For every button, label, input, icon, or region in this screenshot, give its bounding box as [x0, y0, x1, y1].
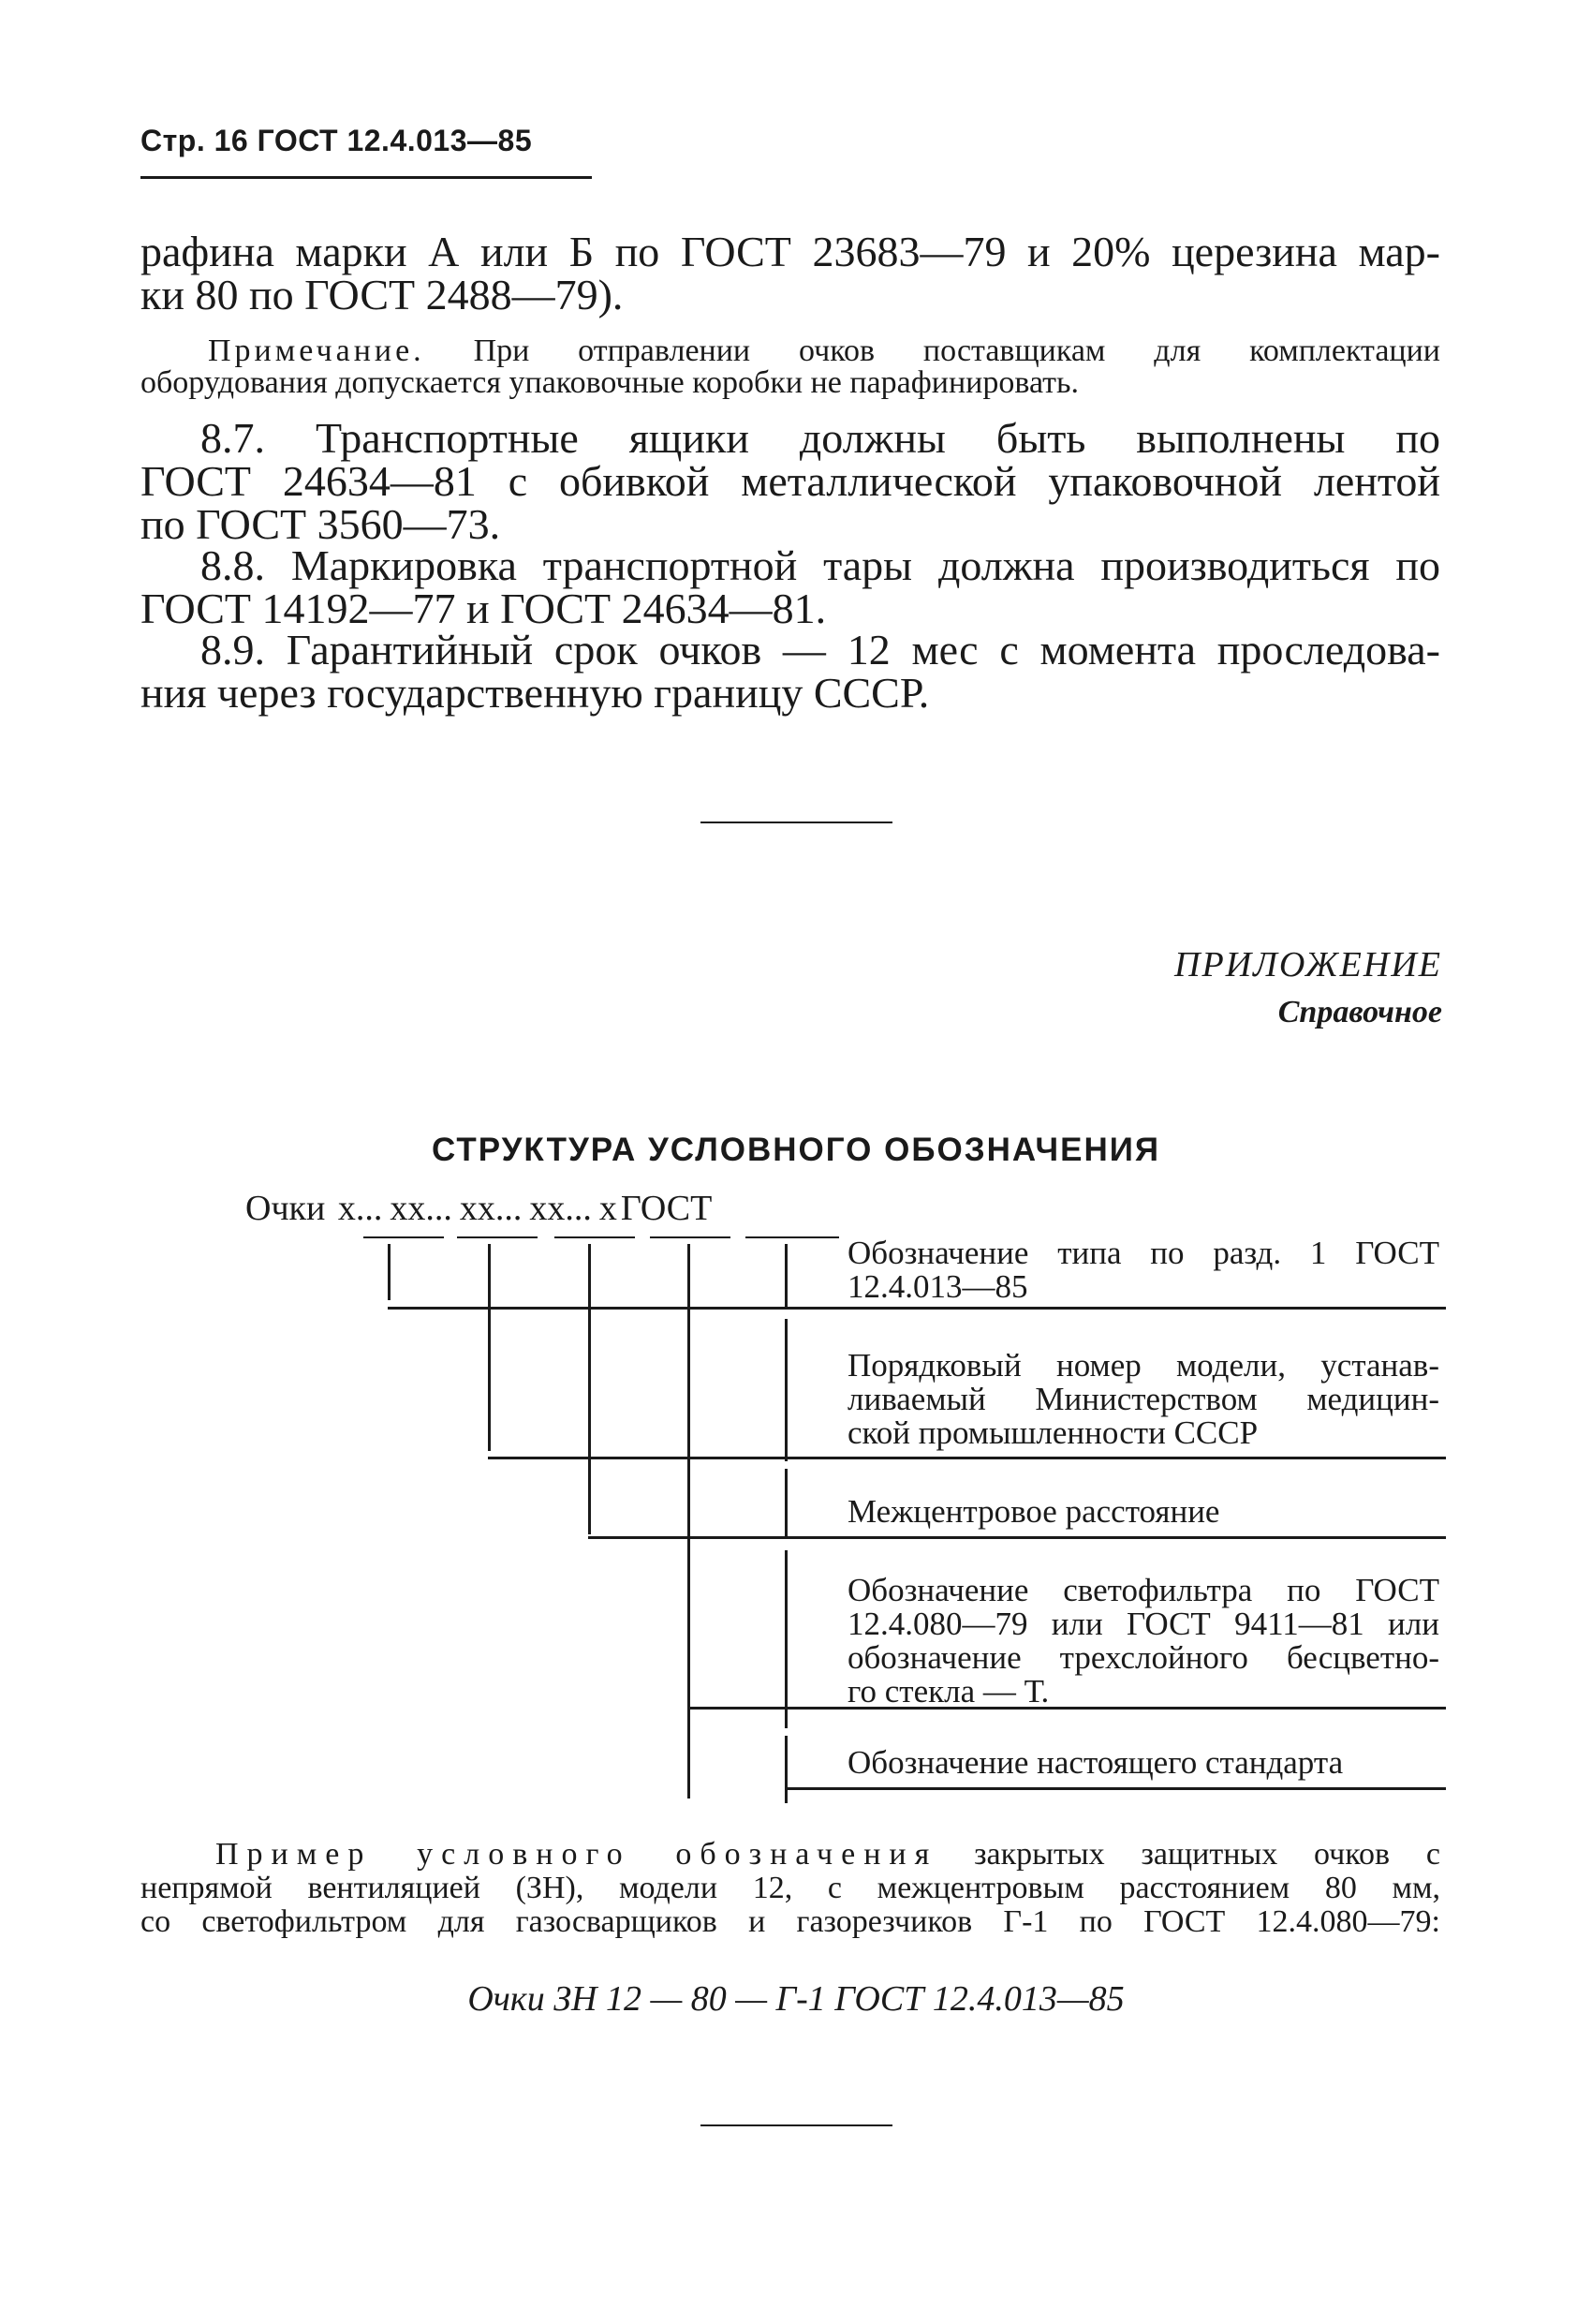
- template-prefix: Очки: [245, 1189, 326, 1228]
- appendix-subtitle: Справочное: [1277, 995, 1442, 1029]
- connector-5b: [785, 1319, 788, 1461]
- diagram-item-standard: [848, 1746, 1439, 1780]
- designation-template: [245, 1188, 712, 1229]
- page-header: Стр. 16 ГОСТ 12.4.013—85: [140, 124, 533, 157]
- example-line-1: закрытых защитных очков с: [974, 1837, 1441, 1872]
- section-8-9: [140, 626, 1440, 717]
- example-formula: Очки ЗН 12 — 80 — Г-1 ГОСТ 12.4.013—85: [467, 1979, 1125, 2019]
- rule-3: [588, 1536, 1446, 1539]
- bottom-separator: [700, 2124, 892, 2126]
- diagram-item-model: [848, 1349, 1439, 1450]
- rule-5: [785, 1787, 1446, 1790]
- connector-5d: [785, 1550, 788, 1728]
- connector-5e: [785, 1736, 788, 1803]
- example-label: Пример условного обозначения: [215, 1837, 938, 1872]
- section-8-7: [140, 414, 1440, 548]
- note-label: Примечание.: [208, 333, 425, 368]
- continuation-line-2: ки 80 по ГОСТ 2488—79).: [140, 271, 624, 318]
- section-8-9-line-2: ния через государственную границу СССР.: [140, 669, 930, 717]
- note-block: [140, 335, 1440, 399]
- connector-3a: [588, 1244, 591, 1534]
- example-line-2: непрямой вентиляцией (ЗН), модели 12, с межцентровым расстоянием 80 мм,: [140, 1871, 1440, 1905]
- item-filter-line-4: го стекла — Т.: [848, 1673, 1050, 1710]
- example-paragraph: [140, 1838, 1440, 1939]
- diagram-item-filter: [848, 1574, 1439, 1709]
- example-line-3: со светофильтром для газосварщиков и газорезчиков Г-1 по ГОСТ 12.4.080—79:: [140, 1904, 1440, 1939]
- section-8-8: [140, 541, 1440, 632]
- template-placeholder-type: x...: [337, 1189, 383, 1228]
- item-standard-line-1: Обозначение настоящего стандарта: [848, 1744, 1344, 1781]
- underline-3: [554, 1236, 635, 1238]
- section-separator: [700, 822, 892, 823]
- section-8-7-line-3: по ГОСТ 3560—73.: [140, 500, 501, 548]
- diagram-item-distance: [848, 1495, 1439, 1529]
- connector-2a: [488, 1244, 491, 1451]
- rule-1: [388, 1307, 1446, 1310]
- item-filter-line-1: Обозначение светофильтра по ГОСТ: [848, 1572, 1439, 1608]
- connector-4a: [687, 1244, 690, 1799]
- template-placeholder-last: x: [598, 1189, 617, 1228]
- section-8-8-line-1: 8.8. Маркировка транспортной тары должна производиться по: [200, 541, 1440, 589]
- item-filter-line-3: обозначение трехслойного бесцветно-: [848, 1639, 1439, 1676]
- structure-title: СТРУКТУРА УСЛОВНОГО ОБОЗНАЧЕНИЯ: [431, 1132, 1161, 1168]
- continuation-paragraph: [140, 230, 1440, 317]
- connector-5a: [785, 1244, 788, 1307]
- underline-4: [650, 1236, 730, 1238]
- template-placeholder-model: xx...: [390, 1189, 452, 1228]
- item-type-line-2: 12.4.013—85: [848, 1268, 1028, 1305]
- template-placeholder-filter: xx...: [529, 1189, 592, 1228]
- underline-1: [363, 1236, 444, 1238]
- item-filter-line-2: 12.4.080—79 или ГОСТ 9411—81 или: [848, 1606, 1439, 1642]
- template-placeholder-distance: xx...: [459, 1189, 523, 1228]
- item-model-line-1: Порядковый номер модели, устанав-: [848, 1347, 1439, 1384]
- connector-5c: [785, 1469, 788, 1539]
- diagram-item-type: [848, 1236, 1439, 1304]
- underline-5: [745, 1236, 839, 1238]
- header-rule: [140, 176, 592, 179]
- template-suffix: ГОСТ: [620, 1189, 713, 1228]
- item-distance-line-1: Межцентровое расстояние: [848, 1493, 1220, 1530]
- section-8-7-line-2: ГОСТ 24634—81 с обивкой металлической упаковочной лентой: [140, 457, 1440, 505]
- note-line-1: При отправлении очков поставщикам для комплектации: [473, 333, 1441, 368]
- item-model-line-3: ской промышленности СССР: [848, 1414, 1259, 1451]
- underline-2: [457, 1236, 538, 1238]
- rule-2: [488, 1457, 1446, 1459]
- appendix-title: ПРИЛОЖЕНИЕ: [1174, 945, 1442, 984]
- item-model-line-2: ливаемый Министерством медицин-: [848, 1381, 1439, 1417]
- section-8-7-line-1: 8.7. Транспортные ящики должны быть выполнены по: [200, 414, 1440, 462]
- continuation-line-1: рафина марки А или Б по ГОСТ 23683—79 и 20% церезина мар-: [140, 228, 1440, 275]
- section-8-9-line-1: 8.9. Гарантийный срок очков — 12 мес с момента проследова-: [200, 626, 1440, 674]
- item-type-line-1: Обозначение типа по разд. 1 ГОСТ: [848, 1235, 1439, 1271]
- connector-1a: [388, 1244, 391, 1300]
- section-8-8-line-2: ГОСТ 14192—77 и ГОСТ 24634—81.: [140, 585, 827, 632]
- note-line-2: оборудования допускается упаковочные коробки не парафинировать.: [140, 365, 1080, 400]
